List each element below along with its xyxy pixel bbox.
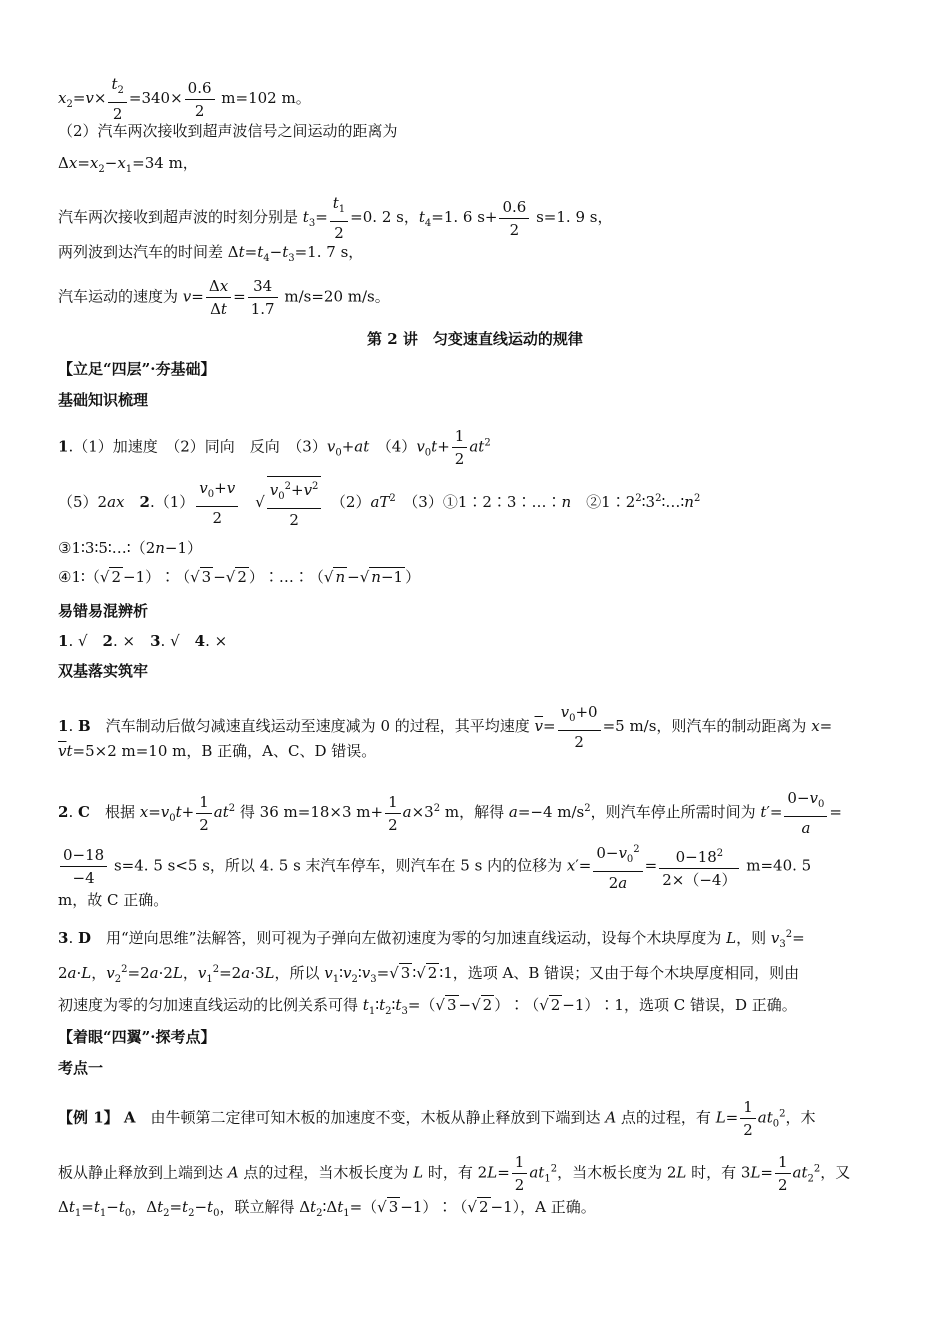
answer-line: ③1∶3∶5∶…∶（2n−1）	[58, 539, 203, 557]
problem-line: $\frac{0-18}{-4}$ s=4. 5 s<5 s，所以 4. 5 s 末汽车停车，则汽车在 5 s 内的位移为 x′= $\frac{0-v_0^2}{2a}$ = $\frac{0-18^2}{2\times(-4)}$ m=40. 5	[58, 840, 811, 893]
line-6: 汽车运动的速度为 v= $\frac{\Delta x}{\Delta t}$ = $\frac{34}{1.7}$ m/s=20 m/s。	[58, 277, 390, 318]
line-2: （2）汽车两次接收到超声波信号之间运动的距离为	[58, 122, 398, 140]
answer-line: 1.（1）加速度 （2）同向 反向 $(3)v_0+at$ $(4)v_0t+$ $\frac{1}{2}$ $at^2$	[58, 427, 491, 468]
section-heading: 考点一	[58, 1059, 104, 1077]
example-line: 【例 1】 A 由牛顿第二定律可知木板的加速度不变，木板从静止释放到下端到达 A 点的过程，有 L= $\frac{1}{2}$ $at_0^2$，木	[58, 1098, 816, 1139]
answer-line: 1. √ 2. × 3. √ 4. ×	[58, 632, 228, 650]
problem-line: $\overline{v}t=5\times 2$ m=10 m，B 正确，A、C、D 错误。	[58, 742, 377, 760]
example-line: $\Delta t_1=t_1-t_0$，$\Delta t_2=t_2-t_0$，联立解得 $\Delta t_2∶\Delta t_1=(√$ 3 −1）∶（√ 2 −1），A 正确。	[58, 1198, 596, 1219]
answer-line: （5）2ax 2.（1） $\frac{v_0+v}{2}$ √ $\frac{v_0^2+v^2}{2}$ $(2)aT^2$ （3）①1∶2∶3∶…∶n $②1∶2^2∶3^2∶\dots∶n^2$	[58, 476, 700, 530]
problem-line: 初速度为零的匀加速直线运动的比例关系可得 $t_1∶t_2∶t_3=(√$ 3 −√ 2 ）∶（√ 2 −1）∶1，选项 C 错误，D 正确。	[58, 996, 797, 1017]
answer-line: ④1∶（√ 2 −1）∶（√ 3 −√ 2 ）∶…∶（√ n −√ n−1 ）	[58, 568, 421, 586]
line-5: 两列波到达汽车的时间差 $\Delta t=t_4-t_3=1$. 7 s，	[58, 243, 364, 264]
problem-line: 2a·L，$v_2^2=2a\cdot 2L$，$v_1^2=2a\cdot 3L$，所以 $v_1∶v_2∶v_3=√$ 3 ∶√ 2 ∶1，选项 A、B 错误；又由于每个木块厚度相同，则由	[58, 964, 800, 985]
line-3: $\Delta x=x_2-x_1=34$ m，	[58, 154, 198, 175]
problem-line: 1. B 汽车制动后做匀减速直线运动至速度减为 0 的过程，其平均速度 $\overline{v}=$ $\frac{v_0+0}{2}$ =5 m/s，则汽车的制动距离为 x=	[58, 703, 833, 751]
example-line: 板从静止释放到上端到达 A 点的过程，当木板长度为 L 时，有 2L= $\frac{1}{2}$ $at_1^2$，当木板长度为 2L 时，有 3L= $\frac{1}{2}$ $at_2^2$，又	[58, 1153, 851, 1194]
section-heading: 基础知识梳理	[58, 391, 149, 409]
section-heading: 【立足“四层”·夯基础】	[58, 360, 216, 378]
section-heading: 双基落实筑牢	[58, 662, 149, 680]
section-heading: 易错易混辨析	[58, 602, 149, 620]
problem-line: 3. D 用“逆向思维”法解答，则可视为子弹向左做初速度为零的匀加速直线运动，设每个木块厚度为 L，则 $v_3^2=$	[58, 929, 805, 950]
section-heading: 【着眼“四翼”·探考点】	[58, 1028, 216, 1046]
problem-line: m，故 C 正确。	[58, 891, 169, 909]
lecture-title: 第 2 讲 匀变速直线运动的规律	[367, 330, 583, 348]
problem-line: 2. C 根据 $x=v_0t+$ $\frac{1}{2}$ $at^2$ 得 36 m=18×3 m+ $\frac{1}{2}$ $a\times 3^2$ m，解得 a=−4 $m/s^2$，则汽车停止所需时间为 t′= $\frac{0-v_0}{a}$ =	[58, 789, 842, 837]
line-4: 汽车两次接收到超声波的时刻分别是 $t_3=$ $\frac{t_1}{2}$ =0. 2 s，$t_4=1$. 6 s+ $\frac{0.6}{2}$ s=1. 9 s，	[58, 194, 613, 242]
line-1: $x_2=v\times$ $\frac{t_2}{2}$ =340× $\frac{0.6}{2}$ m=102 m。	[58, 75, 311, 123]
